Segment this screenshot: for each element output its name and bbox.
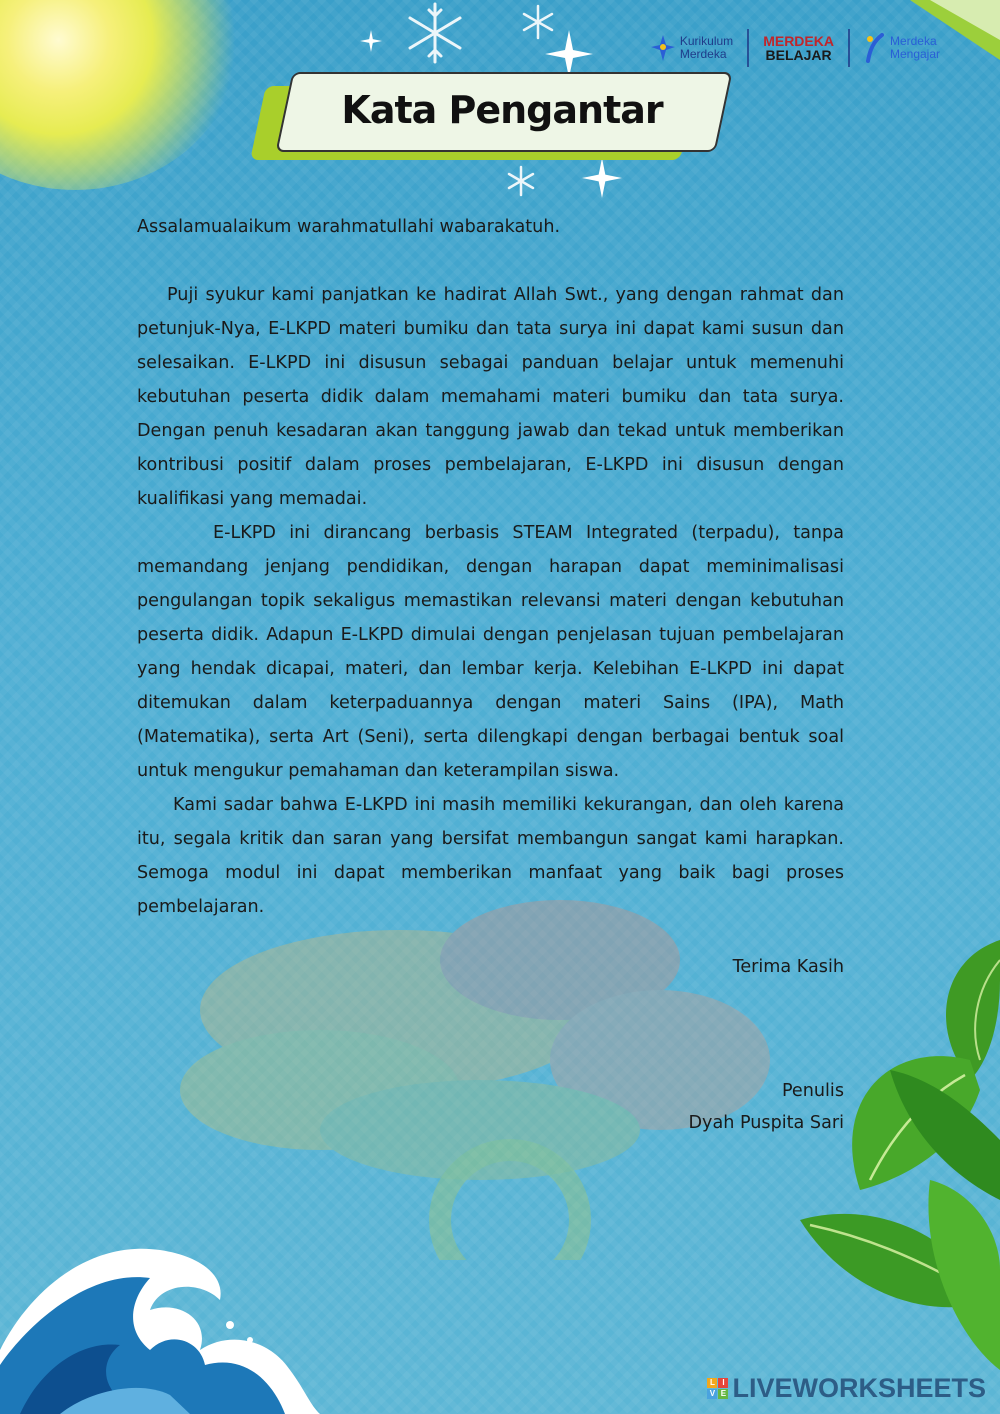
snowflake-icon (505, 165, 537, 197)
sparkle-icon (360, 30, 382, 52)
kurikulum-logo-line2: Merdeka (679, 47, 727, 61)
kurikulum-logo-icon (650, 33, 676, 63)
lw-letter-e: E (718, 1389, 728, 1399)
merdeka-mengajar-logo (864, 33, 940, 63)
liveworksheets-logo-icon (707, 1378, 728, 1399)
lw-letter-l: L (707, 1378, 717, 1388)
merdeka-belajar-line1: MERDEKA (763, 33, 834, 49)
signature-role: Penulis (781, 1081, 844, 1101)
lw-letter-v: V (707, 1389, 717, 1399)
liveworksheets-wordmark: LIVEWORKSHEETS (732, 1373, 986, 1403)
title-banner (258, 72, 728, 168)
sparkle-icon (545, 30, 593, 78)
leaf-illustration (790, 940, 1000, 1370)
greeting: Assalamualaikum warahmatullahi wabarakatuh. (137, 217, 561, 237)
wave-illustration (0, 1230, 320, 1414)
paragraph-1: Puji syukur kami panjatkan ke hadirat Allah Swt., yang dengan rahmat dan petunjuk-Nya, E-LKPD materi bumiku dan tata surya ini dapat kami susun dan selesaikan. E-LKPD ini disusun sebagai panduan belajar untuk memenuhi kebutuhan peserta didik dalam memahami materi bumiku dan tata surya. Dengan penuh kesadaran akan tanggung jawab dan tekad untuk memberikan kontribusi positif dalam proses pembelajaran, E-LKPD ini disusun dengan kualifikasi yang memadai. (137, 285, 844, 509)
liveworksheets-brand (707, 1373, 986, 1404)
closing-text: Terima Kasih (732, 957, 844, 977)
lw-letter-i: I (718, 1378, 728, 1388)
signature-name: Dyah Puspita Sari (688, 1113, 844, 1133)
header-logos (650, 26, 940, 70)
logo-divider (747, 29, 749, 67)
merdeka-mengajar-line2: Mengajar (889, 47, 940, 61)
merdeka-belajar-logo (763, 34, 834, 62)
snowflake-icon (395, 0, 475, 66)
merdeka-mengajar-icon (864, 33, 886, 63)
page-title: Kata Pengantar (341, 88, 663, 132)
paragraph-2: E-LKPD ini dirancang berbasis STEAM Integrated (terpadu), tanpa memandang jenjang pendidikan, dengan harapan dapat meminimalisasi pengulangan topik sekaligus memastikan relevansi materi dengan kebutuhan peserta didik. Adapun E-LKPD dimulai dengan penjelasan tujuan pembelajaran yang hendak dicapai, materi, dan lembar kerja. Kelebihan E-LKPD ini dapat ditemukan dalam keterpaduannya dengan materi Sains (IPA), Math (Matematika), serta Art (Seni), serta dilengkapi dengan berbagai bentuk soal untuk mengukur pemahaman dan keterampilan siswa. (137, 523, 844, 781)
kurikulum-merdeka-logo (650, 33, 733, 63)
logo-divider (848, 29, 850, 67)
document-body (137, 210, 844, 924)
merdeka-mengajar-line1: Merdeka (889, 34, 937, 48)
sun-glow (0, 0, 240, 190)
merdeka-belajar-line2: BELAJAR (765, 47, 832, 63)
kurikulum-logo-line1: Kurikulum (679, 34, 734, 48)
paragraph-3: Kami sadar bahwa E-LKPD ini masih memiliki kekurangan, dan oleh karena itu, segala kritik dan saran yang bersifat membangun sangat kami harapkan. Semoga modul ini dapat memberikan manfaat yang baik bagi proses pembelajaran. (137, 795, 844, 917)
